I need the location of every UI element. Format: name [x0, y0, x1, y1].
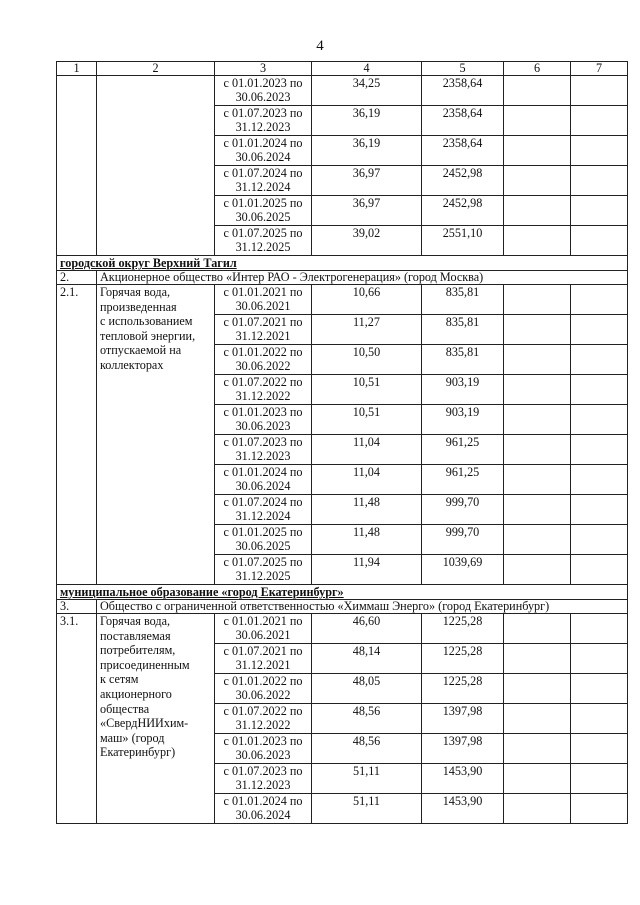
value-col5: 903,19 [422, 405, 504, 435]
period-cell [215, 794, 312, 824]
period-cell [215, 226, 312, 256]
description-line: коллекторах [100, 357, 164, 372]
item-index [57, 76, 97, 256]
period-line: 30.06.2024 [235, 808, 291, 822]
period-cell [215, 345, 312, 375]
value-col7 [571, 495, 628, 525]
period-line: 30.06.2023 [235, 748, 291, 762]
period-line: 30.06.2024 [235, 479, 291, 493]
item-index-text: 2.1. [60, 285, 79, 299]
section-title: городской округ Верхний Тагил [57, 256, 628, 271]
value-col4: 11,27 [312, 315, 422, 345]
value-col4: 36,97 [312, 196, 422, 226]
value-col5: 961,25 [422, 465, 504, 495]
value-col4: 10,50 [312, 345, 422, 375]
value-col6 [504, 375, 571, 405]
value-col6 [504, 166, 571, 196]
section-title: муниципальное образование «город Екатеринбург» [57, 585, 628, 600]
value-col4: 46,60 [312, 614, 422, 644]
period-line: с 01.07.2023 по [223, 106, 303, 120]
period-line: 31.12.2023 [235, 449, 291, 463]
value-col6 [504, 555, 571, 585]
description-line: акционерного [100, 686, 172, 701]
description-line: Екатеринбург) [100, 745, 176, 760]
value-col7 [571, 166, 628, 196]
value-col5: 999,70 [422, 495, 504, 525]
description-line: произведенная [100, 299, 177, 314]
value-col7 [571, 555, 628, 585]
value-col6 [504, 734, 571, 764]
value-col6 [504, 315, 571, 345]
organization-name: Общество с ограниченной ответственностью «Химмаш Энерго» (город Екатеринбург) [97, 600, 628, 614]
value-col6 [504, 136, 571, 166]
value-col6 [504, 764, 571, 794]
value-col6 [504, 674, 571, 704]
value-col7 [571, 76, 628, 106]
value-col4: 11,04 [312, 435, 422, 465]
period-cell [215, 136, 312, 166]
value-col6 [504, 106, 571, 136]
period-line: с 01.01.2024 по [223, 465, 303, 479]
table-row [57, 76, 628, 106]
value-col5: 1397,98 [422, 734, 504, 764]
period-cell [215, 764, 312, 794]
period-cell [215, 614, 312, 644]
period-cell [215, 405, 312, 435]
item-index [57, 285, 97, 585]
value-col5: 1397,98 [422, 704, 504, 734]
period-line: с 01.07.2021 по [223, 644, 303, 658]
value-col7 [571, 196, 628, 226]
organization-row [57, 600, 628, 614]
period-line: с 01.07.2023 по [223, 435, 303, 449]
description-line: Горячая вода, [100, 285, 171, 299]
value-col7 [571, 345, 628, 375]
value-col6 [504, 614, 571, 644]
value-col7 [571, 644, 628, 674]
period-cell [215, 375, 312, 405]
value-col4: 36,97 [312, 166, 422, 196]
value-col6 [504, 226, 571, 256]
value-col6 [504, 345, 571, 375]
value-col6 [504, 435, 571, 465]
value-col7 [571, 525, 628, 555]
period-line: 31.12.2023 [235, 778, 291, 792]
period-line: с 01.01.2021 по [223, 614, 303, 628]
period-line: 30.06.2023 [235, 419, 291, 433]
value-col4: 51,11 [312, 794, 422, 824]
value-col4: 10,51 [312, 375, 422, 405]
value-col6 [504, 405, 571, 435]
value-col6 [504, 285, 571, 315]
period-line: с 01.07.2023 по [223, 764, 303, 778]
organization-name: Акционерное общество «Интер РАО - Электрогенерация» (город Москва) [97, 271, 628, 285]
item-index [57, 614, 97, 824]
value-col6 [504, 465, 571, 495]
period-cell [215, 495, 312, 525]
header-row [57, 62, 628, 76]
value-col4: 11,48 [312, 525, 422, 555]
value-col5: 999,70 [422, 525, 504, 555]
period-line: с 01.01.2023 по [223, 405, 303, 419]
value-col6 [504, 644, 571, 674]
period-line: 30.06.2025 [235, 210, 291, 224]
organization-row [57, 271, 628, 285]
period-cell [215, 76, 312, 106]
column-header: 7 [571, 62, 628, 76]
value-col7 [571, 435, 628, 465]
organization-index: 3. [57, 600, 97, 614]
value-col4: 36,19 [312, 136, 422, 166]
description-line: поставляемая [100, 628, 171, 643]
description-line: потребителям, [100, 643, 176, 658]
value-col5: 1453,90 [422, 794, 504, 824]
period-cell [215, 166, 312, 196]
column-header: 6 [504, 62, 571, 76]
value-col4: 11,48 [312, 495, 422, 525]
period-line: с 01.01.2025 по [223, 525, 303, 539]
period-cell [215, 435, 312, 465]
value-col7 [571, 375, 628, 405]
section-title-row [57, 585, 628, 600]
tariff-table [56, 61, 628, 824]
period-line: 31.12.2023 [235, 120, 291, 134]
description-line: маш» (город [100, 730, 165, 745]
value-col4: 48,56 [312, 704, 422, 734]
period-line: 30.06.2021 [235, 299, 291, 313]
value-col7 [571, 704, 628, 734]
period-cell [215, 525, 312, 555]
period-line: с 01.07.2025 по [223, 555, 303, 569]
item-index-text: 3.1. [60, 614, 79, 628]
table-row [57, 614, 628, 644]
period-line: с 01.01.2025 по [223, 196, 303, 210]
value-col5: 2452,98 [422, 196, 504, 226]
period-line: с 01.07.2024 по [223, 495, 303, 509]
description-line: «СвердНИИхим- [100, 716, 189, 731]
period-cell [215, 704, 312, 734]
period-cell [215, 106, 312, 136]
value-col5: 1453,90 [422, 764, 504, 794]
value-col7 [571, 764, 628, 794]
value-col4: 34,25 [312, 76, 422, 106]
value-col5: 1225,28 [422, 674, 504, 704]
value-col5: 2551,10 [422, 226, 504, 256]
period-line: с 01.01.2024 по [223, 794, 303, 808]
item-description [97, 614, 215, 824]
period-line: 31.12.2021 [235, 658, 291, 672]
period-line: 31.12.2025 [235, 240, 291, 254]
period-cell [215, 674, 312, 704]
item-description [97, 285, 215, 585]
description-line: тепловой энергии, [100, 328, 196, 343]
value-col5: 1225,28 [422, 614, 504, 644]
value-col4: 10,51 [312, 405, 422, 435]
value-col4: 11,94 [312, 555, 422, 585]
period-cell [215, 555, 312, 585]
period-cell [215, 285, 312, 315]
value-col7 [571, 614, 628, 644]
period-line: с 01.01.2024 по [223, 136, 303, 150]
description-line: присоединенным [100, 657, 190, 672]
period-cell [215, 315, 312, 345]
value-col6 [504, 525, 571, 555]
value-col7 [571, 674, 628, 704]
value-col6 [504, 794, 571, 824]
value-col4: 51,11 [312, 764, 422, 794]
period-line: с 01.01.2023 по [223, 734, 303, 748]
period-line: 30.06.2023 [235, 90, 291, 104]
period-line: с 01.07.2022 по [223, 375, 303, 389]
value-col7 [571, 794, 628, 824]
column-header: 3 [215, 62, 312, 76]
value-col4: 36,19 [312, 106, 422, 136]
value-col5: 961,25 [422, 435, 504, 465]
value-col4: 48,14 [312, 644, 422, 674]
period-line: с 01.07.2021 по [223, 315, 303, 329]
period-line: с 01.07.2025 по [223, 226, 303, 240]
value-col7 [571, 405, 628, 435]
period-line: 31.12.2021 [235, 329, 291, 343]
value-col4: 48,05 [312, 674, 422, 704]
period-cell [215, 465, 312, 495]
period-line: 31.12.2022 [235, 718, 291, 732]
value-col7 [571, 106, 628, 136]
value-col7 [571, 136, 628, 166]
value-col7 [571, 465, 628, 495]
value-col6 [504, 76, 571, 106]
section-title-row [57, 256, 628, 271]
period-cell [215, 734, 312, 764]
value-col5: 1039,69 [422, 555, 504, 585]
period-line: с 01.07.2024 по [223, 166, 303, 180]
value-col7 [571, 226, 628, 256]
value-col7 [571, 315, 628, 345]
value-col4: 48,56 [312, 734, 422, 764]
period-line: с 01.01.2023 по [223, 76, 303, 90]
period-line: с 01.01.2022 по [223, 345, 303, 359]
description-line: общества [100, 701, 150, 716]
column-header: 4 [312, 62, 422, 76]
value-col5: 2358,64 [422, 136, 504, 166]
period-line: 31.12.2024 [235, 509, 291, 523]
value-col5: 2358,64 [422, 106, 504, 136]
period-line: 30.06.2022 [235, 688, 291, 702]
period-line: 30.06.2021 [235, 628, 291, 642]
description-line: отпускаемой на [100, 343, 182, 358]
value-col5: 2452,98 [422, 166, 504, 196]
value-col6 [504, 196, 571, 226]
value-col5: 835,81 [422, 285, 504, 315]
period-line: 31.12.2025 [235, 569, 291, 583]
period-cell [215, 196, 312, 226]
value-col4: 11,04 [312, 465, 422, 495]
value-col4: 39,02 [312, 226, 422, 256]
value-col5: 835,81 [422, 345, 504, 375]
description-line: к сетям [100, 672, 139, 687]
period-line: 30.06.2022 [235, 359, 291, 373]
value-col5: 2358,64 [422, 76, 504, 106]
column-header: 1 [57, 62, 97, 76]
value-col7 [571, 285, 628, 315]
period-line: с 01.07.2022 по [223, 704, 303, 718]
value-col7 [571, 734, 628, 764]
description-line: с использованием [100, 314, 193, 329]
table-row [57, 285, 628, 315]
page-number: 4 [316, 38, 324, 54]
period-cell [215, 644, 312, 674]
item-description [97, 76, 215, 256]
value-col5: 903,19 [422, 375, 504, 405]
description-line: Горячая вода, [100, 614, 171, 628]
period-line: 31.12.2022 [235, 389, 291, 403]
value-col4: 10,66 [312, 285, 422, 315]
value-col6 [504, 495, 571, 525]
period-line: с 01.01.2022 по [223, 674, 303, 688]
value-col5: 1225,28 [422, 644, 504, 674]
value-col6 [504, 704, 571, 734]
period-line: 30.06.2024 [235, 150, 291, 164]
period-line: 31.12.2024 [235, 180, 291, 194]
column-header: 5 [422, 62, 504, 76]
column-header: 2 [97, 62, 215, 76]
period-line: с 01.01.2021 по [223, 285, 303, 299]
value-col5: 835,81 [422, 315, 504, 345]
organization-index: 2. [57, 271, 97, 285]
period-line: 30.06.2025 [235, 539, 291, 553]
